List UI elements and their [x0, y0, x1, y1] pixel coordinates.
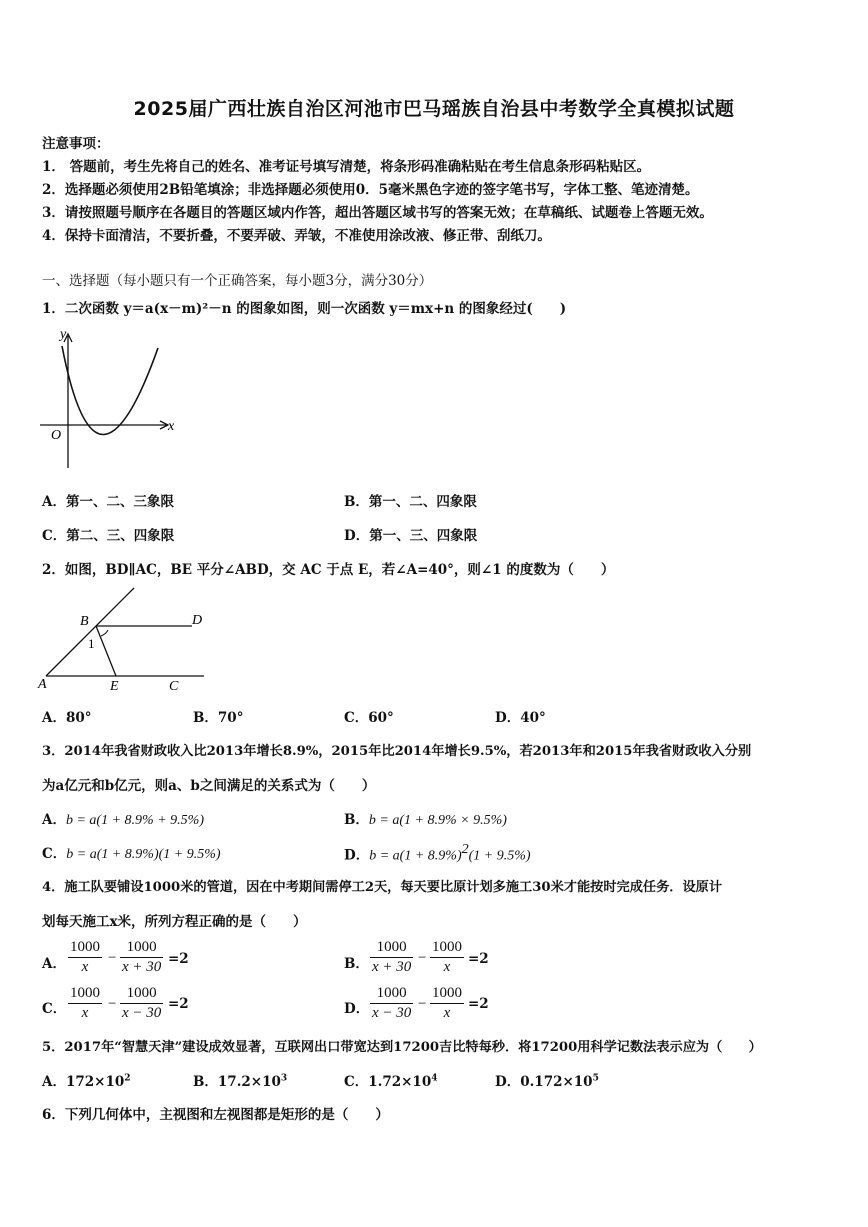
q4-b-frac2-den: x: [443, 959, 451, 975]
notice-item-2: 2．选择题必须使用2B铅笔填涂；非选择题必须使用0．5毫米黑色字迹的签字笔书写，字体工整、笔迹清楚。: [42, 182, 699, 198]
q5-d-exp: 5: [592, 1073, 599, 1084]
q2-geometry-figure: [36, 584, 216, 694]
q4-a-label: A．: [42, 956, 66, 972]
q4-d-frac1: [370, 984, 413, 1023]
q2-label-c: C: [169, 679, 179, 694]
q5-option-b: [193, 1070, 287, 1090]
q4-d-frac2-num: 1000: [430, 984, 464, 1004]
q5-c-exp: 4: [431, 1073, 438, 1084]
page-title: 2025届广西壮族自治区河池市巴马瑶族自治县中考数学全真模拟试题: [133, 98, 735, 120]
q4-d-frac1-num: 1000: [370, 984, 413, 1004]
q4-stem-line2: 划每天施工x米，所列方程正确的是（ ）: [42, 914, 307, 930]
q2-option-c: C．60°: [344, 710, 394, 726]
q4-c-frac1-num: 1000: [68, 984, 102, 1004]
q3-option-c: [42, 842, 221, 863]
q5-b-exp: 3: [280, 1073, 288, 1084]
q2-label-b: B: [80, 614, 89, 629]
q1-origin-label: O: [51, 428, 62, 443]
q4-b-minus: −: [418, 950, 427, 966]
q5-option-d: [495, 1070, 599, 1090]
q4-c-frac1: [68, 984, 102, 1023]
q4-stem-line1: 4．施工队要铺设1000米的管道，因在中考期间需停工2天，每天要比原计划多施工30米才能按时完成任务．设原计: [42, 880, 723, 895]
q4-b-frac2-num: 1000: [430, 938, 464, 958]
q2-option-b: B．70°: [193, 710, 244, 726]
q3-c-label: C．: [42, 846, 67, 862]
q1-option-b: B．第一、二、四象限: [344, 494, 477, 510]
q5-b-text: B．17.2×10: [193, 1074, 281, 1090]
q3-option-d: [344, 842, 531, 864]
q4-c-frac2: [120, 984, 163, 1023]
q3-stem-line1: 3．2014年我省财政收入比2013年增长8.9%，2015年比2014年增长9.5%，若2013年和2015年我省财政收入分别: [42, 744, 752, 759]
q4-c-frac2-den: x − 30: [122, 1005, 162, 1021]
q3-option-a: [42, 808, 204, 829]
q4-a-frac1: [68, 938, 102, 977]
q4-d-frac1-den: x − 30: [372, 1005, 412, 1021]
q4-a-minus: −: [108, 950, 117, 966]
q3-option-b: [344, 808, 507, 829]
q4-c-frac2-num: 1000: [120, 984, 163, 1004]
q1-option-c: C．第二、三、四象限: [42, 528, 175, 544]
q3-a-label: A．: [42, 812, 66, 828]
q2-stem: 2．如图，BD∥AC，BE 平分∠ABD，交 AC 于点 E，若∠A=40°，则∠1 的度数为（ ）: [42, 562, 615, 578]
q4-a-eq: =2: [168, 951, 189, 967]
q5-option-a: [42, 1070, 131, 1090]
q2-option-a: A．80°: [42, 710, 92, 726]
q5-d-text: D．0.172×10: [495, 1074, 593, 1090]
q5-option-c: [344, 1070, 438, 1090]
q1-option-a: A．第一、二、三象限: [42, 494, 174, 510]
q4-b-eq: =2: [468, 951, 489, 967]
q3-d-label: D．: [344, 847, 370, 864]
notice-item-3: 3．请按照题号顺序在各题目的答题区域内作答，超出答题区域书写的答案无效；在草稿纸、试题卷上答题无效。: [42, 205, 713, 221]
q4-a-frac1-num: 1000: [68, 938, 102, 958]
q5-c-text: C．1.72×10: [344, 1074, 432, 1090]
q2-label-d: D: [192, 613, 203, 628]
q4-d-frac2: [430, 984, 464, 1023]
q1-y-label: y: [60, 327, 67, 342]
q4-b-frac1-num: 1000: [370, 938, 413, 958]
q3-c-formula: b = a(1 + 8.9%)(1 + 9.5%): [66, 847, 221, 862]
q2-option-d: D．40°: [495, 710, 546, 726]
q3-a-formula: b = a(1 + 8.9% + 9.5%): [65, 813, 204, 828]
q4-a-frac2-den: x + 30: [122, 959, 162, 975]
q4-b-frac1-den: x + 30: [372, 959, 412, 975]
q5-a-exp: 2: [124, 1073, 131, 1084]
q6-stem: 6．下列几何体中，主视图和左视图都是矩形的是（ ）: [42, 1107, 389, 1123]
q1-stem: 1．二次函数 y＝a(x－m)²－n 的图象如图，则一次函数 y＝mx+n 的图象经过( ): [42, 301, 567, 317]
q3-b-label: B．: [344, 812, 369, 828]
q4-a-frac2: [120, 938, 163, 977]
notice-item-1: 1． 答题前，考生先将自己的姓名、准考证号填写清楚，将条形码准确粘贴在考生信息条形码粘贴区。: [42, 159, 651, 175]
q4-a-frac1-den: x: [81, 959, 89, 975]
q4-b-frac2: [430, 938, 464, 977]
q4-c-frac1-den: x: [81, 1005, 89, 1021]
q3-b-formula: b = a(1 + 8.9% × 9.5%): [368, 813, 507, 828]
q2-label-e: E: [110, 679, 119, 694]
q4-c-label: C．: [42, 1001, 67, 1017]
q1-option-d: D．第一、三、四象限: [344, 528, 478, 544]
q4-d-minus: −: [418, 996, 427, 1012]
notice-heading: 注意事项：: [42, 136, 110, 152]
q4-a-frac2-num: 1000: [120, 938, 163, 958]
q2-label-a: A: [38, 677, 47, 692]
q3-d-formula-pre: b = a(1 + 8.9%): [369, 848, 462, 864]
q2-label-angle1: 1: [88, 636, 95, 651]
q3-d-exponent: 2: [461, 842, 469, 857]
q3-stem-line2: 为a亿元和b亿元，则a、b之间满足的关系式为（ ）: [42, 778, 376, 794]
q4-d-frac2-den: x: [443, 1005, 451, 1021]
q4-b-frac1: [370, 938, 413, 977]
q4-d-label: D．: [344, 1001, 370, 1017]
q1-x-label: x: [168, 419, 175, 434]
q4-c-eq: =2: [168, 996, 189, 1012]
notice-item-4: 4．保持卡面清洁，不要折叠，不要弄破、弄皱，不准使用涂改液、修正带、刮纸刀。: [42, 228, 551, 244]
q4-d-eq: =2: [468, 996, 489, 1012]
q4-b-label: B．: [344, 956, 369, 972]
q3-d-formula-post: (1 + 9.5%): [468, 848, 531, 864]
q5-a-text: A．172×10: [42, 1074, 125, 1090]
q5-stem: 5．2017年“智慧天津”建设成效显著，互联网出口带宽达到17200吉比特每秒．将17200用科学记数法表示应为（ ）: [42, 1040, 762, 1055]
q4-c-minus: −: [108, 996, 117, 1012]
section-heading: 一、选择题（每小题只有一个正确答案，每小题3分，满分30分）: [42, 273, 433, 289]
q1-parabola-figure: [36, 322, 186, 472]
